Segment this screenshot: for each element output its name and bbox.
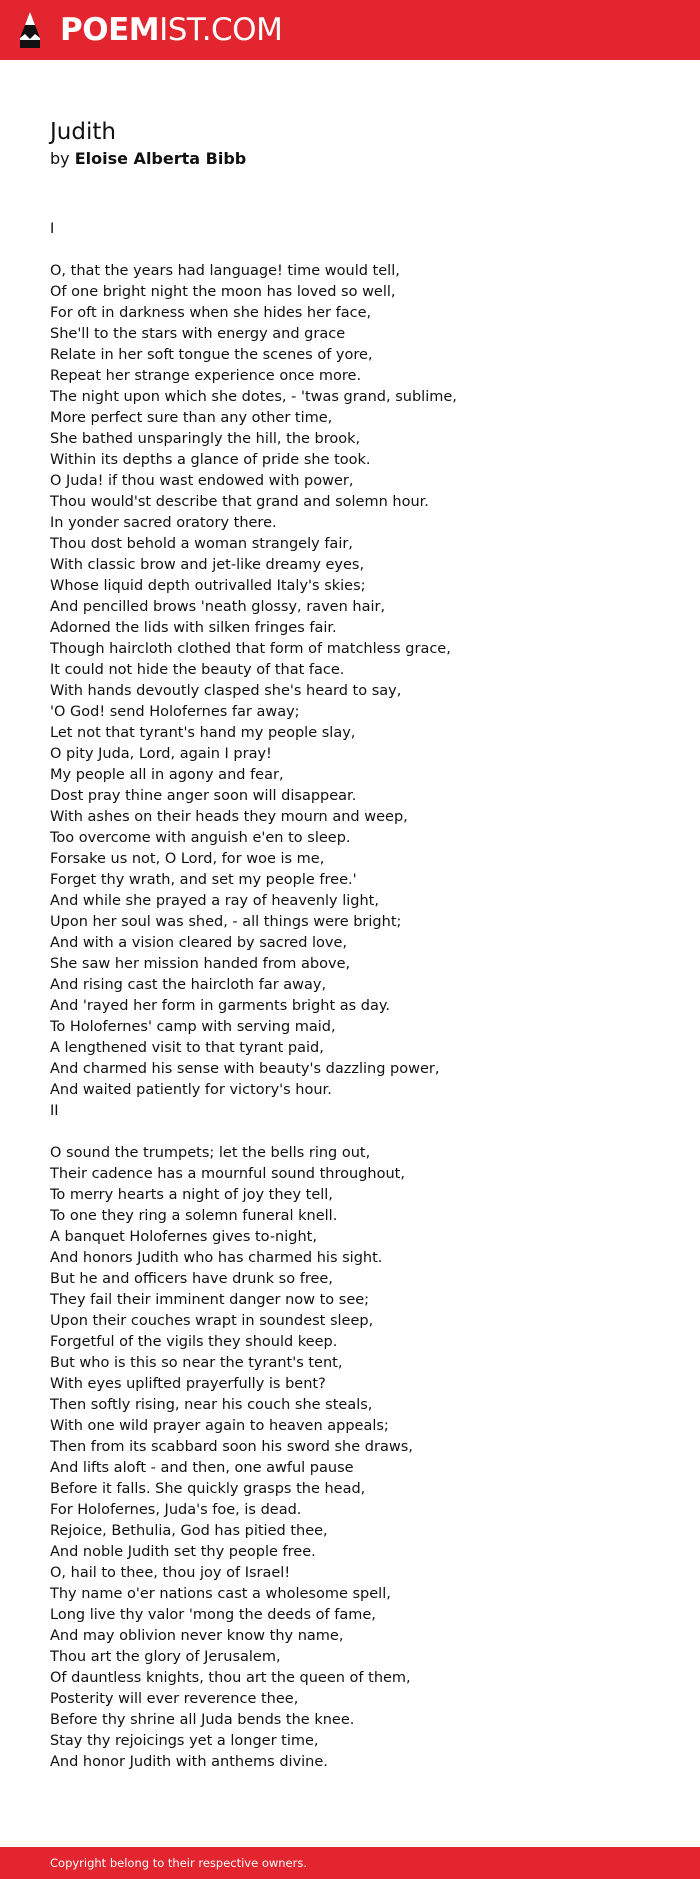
poem-line: O pity Juda, Lord, again I pray! [50,746,272,762]
poem-line: Upon their couches wrapt in soundest sleep, [50,1313,374,1329]
poem-line: It could not hide the beauty of that face. [50,662,345,678]
poem-line: Forgetful of the vigils they should keep. [50,1334,338,1350]
poem-line: More perfect sure than any other time, [50,410,333,426]
poem-line: And while she prayed a ray of heavenly light, [50,893,379,909]
poem-line: Posterity will ever reverence thee, [50,1691,299,1707]
poem-line: And 'rayed her form in garments bright as day. [50,998,391,1014]
poem-line: O Juda! if thou wast endowed with power, [50,473,354,489]
poem-line: Whose liquid depth outrivalled Italy's skies; [50,578,366,594]
site-footer [0,1847,700,1879]
poem-line: To Holofernes' camp with serving maid, [50,1019,336,1035]
site-header [0,0,700,60]
poem-line: With classic brow and jet-like dreamy eyes, [50,557,365,573]
poem-line: Their cadence has a mournful sound throughout, [50,1166,405,1182]
poem-line: Adorned the lids with silken fringes fair. [50,620,337,636]
poem-line: Let not that tyrant's hand my people slay, [50,725,356,741]
poem-line: O, hail to thee, thou joy of Israel! [50,1565,291,1581]
poem-line: In yonder sacred oratory there. [50,515,277,531]
brand-light-text: IST.COM [159,11,283,48]
poem-line: Long live thy valor 'mong the deeds of fame, [50,1607,376,1623]
poem-line: My people all in agony and fear, [50,767,284,783]
copyright-text: Copyright belong to their respective owners. [50,1856,308,1870]
poem-line: Stay thy rejoicings yet a longer time, [50,1733,319,1749]
poem-title: Judith [50,119,116,145]
byline-prefix: by [50,149,70,168]
poem-line: Then from its scabbard soon his sword she draws, [50,1439,413,1455]
poem-body [50,219,670,1773]
brand-bold-text: POEM [60,11,160,48]
poem-line: Upon her soul was shed, - all things were bright; [50,914,402,930]
poem-line: For oft in darkness when she hides her face, [50,305,372,321]
poem-line: With ashes on their heads they mourn and weep, [50,809,408,825]
poem-line: And waited patiently for victory's hour. [50,1082,332,1098]
poem-line: And rising cast the haircloth far away, [50,977,327,993]
poem-line: Rejoice, Bethulia, God has pitied thee, [50,1523,328,1539]
poem-line: A banquet Holofernes gives to-night, [50,1229,317,1245]
section-number: II [50,1103,59,1119]
poem-line: But he and officers have drunk so free, [50,1271,333,1287]
poem-line: And pencilled brows 'neath glossy, raven hair, [50,599,386,615]
poem-line: Relate in her soft tongue the scenes of yore, [50,347,373,363]
poem-line: She'll to the stars with energy and grace [50,326,346,342]
poem-line: With hands devoutly clasped she's heard to say, [50,683,402,699]
poem-line: With one wild prayer again to heaven appeals; [50,1418,389,1434]
poem-line: Within its depths a glance of pride she took. [50,452,371,468]
poem-line: To merry hearts a night of joy they tell, [50,1187,333,1203]
poem-line: O sound the trumpets; let the bells ring out, [50,1145,371,1161]
line-spacer [50,1122,670,1143]
site-logo[interactable] [60,11,283,48]
poem-line: Of one bright night the moon has loved so well, [50,284,396,300]
poem-line: Too overcome with anguish e'en to sleep. [50,830,351,846]
poem-line: And with a vision cleared by sacred love, [50,935,348,951]
poem-line: And may oblivion never know thy name, [50,1628,344,1644]
poem-line: With eyes uplifted prayerfully is bent? [50,1376,326,1392]
poem-line: Thy name o'er nations cast a wholesome spell, [50,1586,391,1602]
poem-line: And honors Judith who has charmed his sight. [50,1250,383,1266]
poem-line: The night upon which she dotes, - 'twas grand, sublime, [50,389,457,405]
poem-line: A lengthened visit to that tyrant paid, [50,1040,324,1056]
poem-line: Before it falls. She quickly grasps the head, [50,1481,366,1497]
pencil-icon[interactable] [18,10,42,50]
poem-line: Dost pray thine anger soon will disappear. [50,788,357,804]
poem-line: And noble Judith set thy people free. [50,1544,316,1560]
poem-line: And honor Judith with anthems divine. [50,1754,328,1770]
poem-line: Thou would'st describe that grand and solemn hour. [50,494,429,510]
poem-line: 'O God! send Holofernes far away; [50,704,300,720]
poem-line: Thou dost behold a woman strangely fair, [50,536,353,552]
section-number: I [50,221,55,237]
poem-line: For Holofernes, Juda's foe, is dead. [50,1502,302,1518]
poem-line: But who is this so near the tyrant's tent, [50,1355,343,1371]
poem-line: She bathed unsparingly the hill, the brook, [50,431,361,447]
poem-line: To one they ring a solemn funeral knell. [50,1208,338,1224]
poem-line: O, that the years had language! time would tell, [50,263,400,279]
byline [50,149,670,169]
poem-line: Of dauntless knights, thou art the queen of them, [50,1670,411,1686]
poem-line: And lifts aloft - and then, one awful pause [50,1460,354,1476]
poem-line: Forget thy wrath, and set my people free.' [50,872,357,888]
poem-line: Thou art the glory of Jerusalem, [50,1649,281,1665]
stanza [50,261,670,1101]
poem-line: Repeat her strange experience once more. [50,368,362,384]
poem-line: Though haircloth clothed that form of matchless grace, [50,641,451,657]
poem-header [50,118,670,169]
stanza [50,1143,670,1773]
line-spacer [50,240,670,261]
poem-line: Before thy shrine all Juda bends the knee. [50,1712,355,1728]
poem-line: And charmed his sense with beauty's dazzling power, [50,1061,440,1077]
poem-line: Then softly rising, near his couch she steals, [50,1397,373,1413]
poem-line: They fail their imminent danger now to see; [50,1292,370,1308]
poem-line: Forsake us not, O Lord, for woe is me, [50,851,325,867]
author-name[interactable]: Eloise Alberta Bibb [74,149,247,168]
poem-line: She saw her mission handed from above, [50,956,351,972]
